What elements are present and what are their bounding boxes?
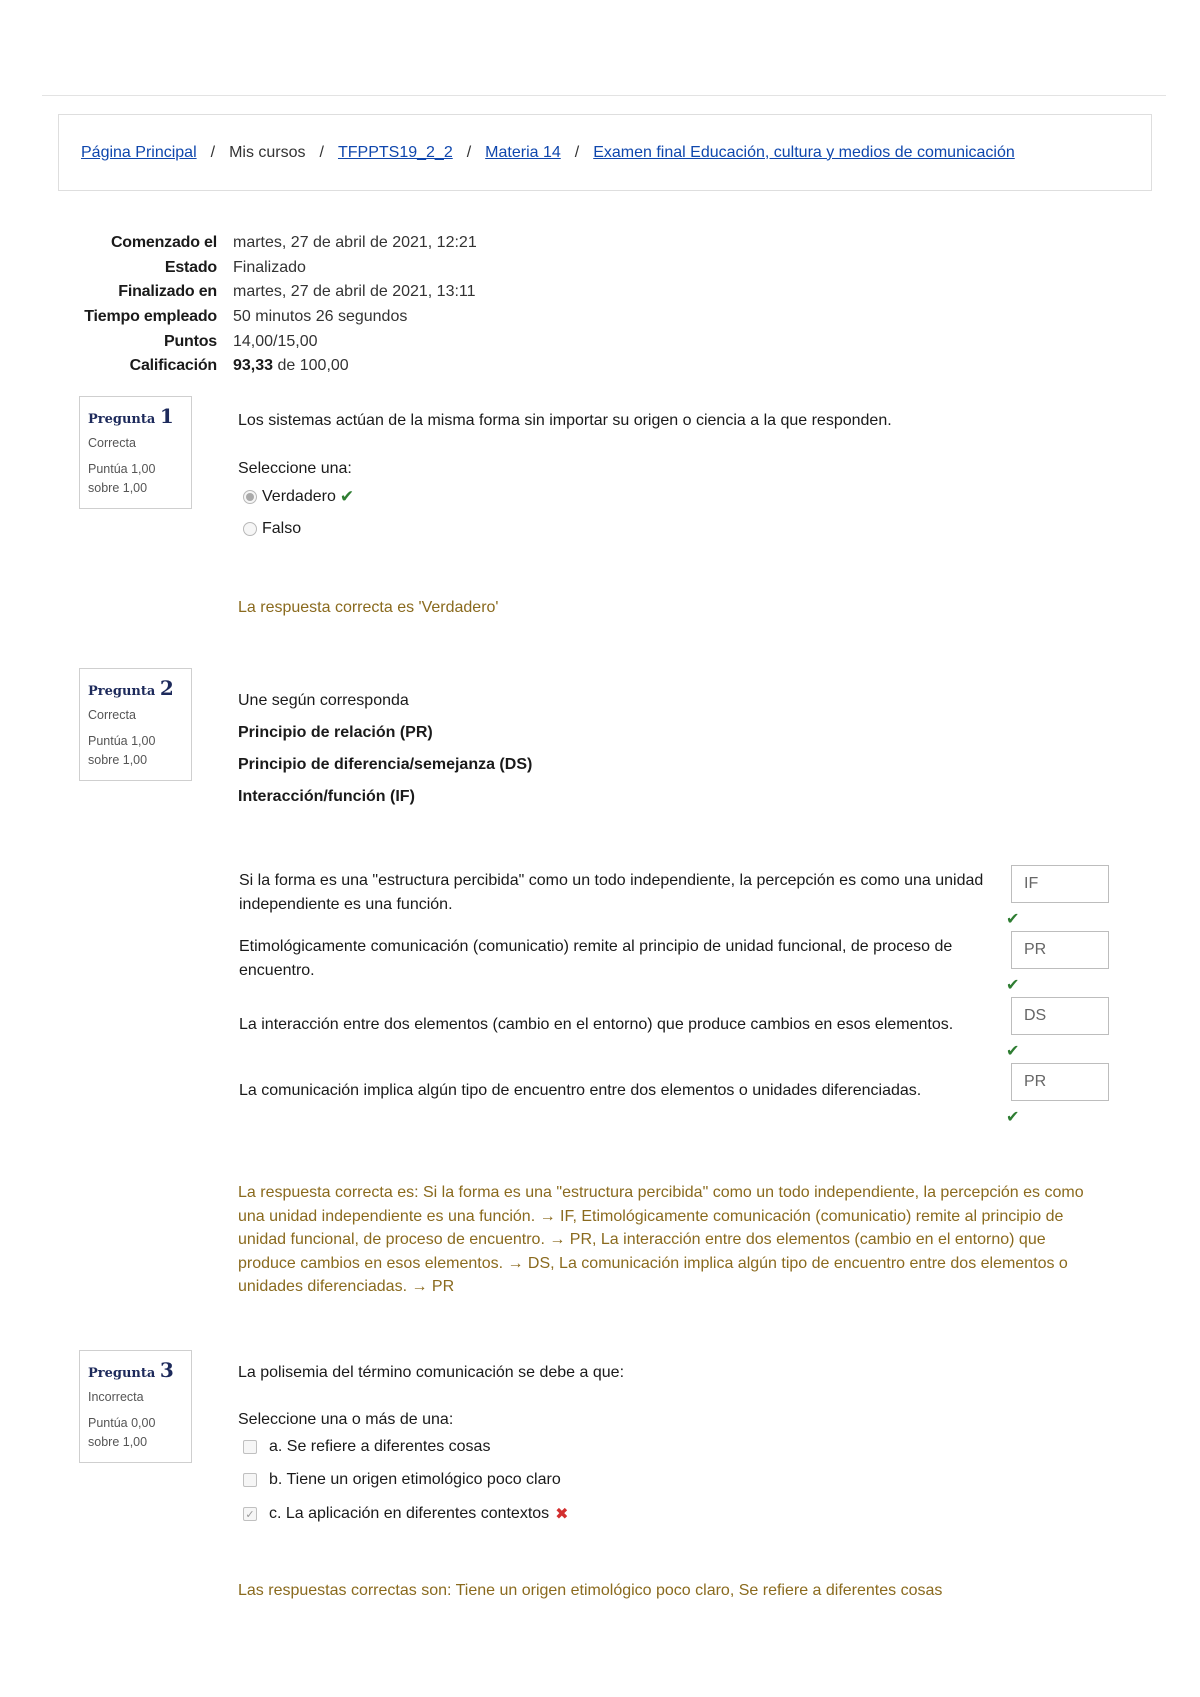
breadcrumb-exam-link[interactable]: Examen final Educación, cultura y medios de comunicación [593,143,1015,161]
summary-value: martes, 27 de abril de 2021, 12:21 [233,234,477,252]
question-grade: Puntúa 0,00 sobre 1,00 [88,1416,156,1449]
checkbox-unchecked[interactable] [243,1440,257,1454]
question-grade: Puntúa 1,00 sobre 1,00 [88,734,156,767]
summary-value [233,357,349,375]
answer-option[interactable] [243,1471,561,1489]
principle-label: Interacción/función (IF) [238,788,415,805]
checkbox-unchecked[interactable] [243,1473,257,1487]
check-icon: ✔ [339,487,355,506]
summary-value: Finalizado [233,258,306,276]
breadcrumb-separator: / [210,143,216,161]
breadcrumb [58,114,1152,191]
summary-label: Comenzado el [110,234,217,252]
match-select[interactable]: DS [1011,997,1109,1035]
option-label: a. Se refiere a diferentes cosas [269,1438,491,1455]
summary-label: Tiempo empleado [84,308,217,326]
grade-total: de 100,00 [277,357,349,375]
principle-label: Principio de relación (PR) [238,724,433,741]
check-icon: ✔ [1006,911,1020,928]
principle-label: Principio de diferencia/semejanza (DS) [238,756,533,773]
question-info [79,396,192,509]
question-state: Correcta [88,436,136,450]
correct-answer-feedback: La respuesta correcta es: Si la forma es una "estructura percibida" como un todo independiente, la percepción es como una unidad independiente es una función. → IF, Etimológicamente comunicación (comunicatio) remite al principio de unidad funcional, de proceso de encuentro. → PR, La interacción entre dos elementos (cambio en el entorno) que produce cambios en esos elementos. → DS, La comunicación implica algún tipo de encuentro entre dos elementos o unidades diferenciadas. → PR [238,1184,1084,1295]
option-label: c. La aplicación en diferentes contextos [269,1505,550,1522]
answer-option[interactable] [243,1504,569,1524]
summary-value: 50 minutos 26 segundos [233,308,408,326]
question-info [79,668,192,781]
question-title: Pregunta 2 [88,676,174,700]
summary-label: Puntos [163,332,217,350]
question-state: Correcta [88,708,136,722]
question-title: Pregunta 1 [88,404,174,428]
checkbox-checked[interactable]: ✓ [243,1507,257,1521]
breadcrumb-separator: / [319,143,324,161]
answer-prompt: Seleccione una o más de una: [238,1411,454,1428]
match-select[interactable]: IF [1011,865,1109,903]
question-text: Une según corresponda [238,692,409,709]
summary-value: martes, 27 de abril de 2021, 13:11 [233,283,476,301]
check-icon: ✔ [1006,977,1020,994]
breadcrumb-separator: / [574,143,580,161]
radio-selected[interactable] [243,490,257,504]
match-statement: La comunicación implica algún tipo de encuentro entre dos elementos o unidades diferenciadas. [239,1082,922,1099]
option-label: Verdadero [262,488,336,505]
question-state: Incorrecta [88,1390,144,1404]
breadcrumb-home-link[interactable]: Página Principal [81,143,197,161]
attempt-summary [60,231,620,379]
question-text: La polisemia del término comunicación se debe a que: [238,1364,625,1381]
check-icon: ✔ [1006,1043,1020,1060]
match-statement: La interacción entre dos elementos (cambio en el entorno) que produce cambios en esos elementos. [239,1016,954,1033]
grade-score: 93,33 [233,357,274,375]
correct-answer-feedback: La respuesta correcta es 'Verdadero' [238,599,499,616]
cross-icon: ✖ [555,1506,569,1523]
question-title: Pregunta 3 [88,1358,174,1382]
match-select[interactable]: PR [1011,1063,1109,1101]
match-select[interactable]: PR [1011,931,1109,969]
check-icon: ✔ [1006,1109,1020,1126]
option-label: b. Tiene un origen etimológico poco claro [269,1471,561,1488]
answer-option[interactable] [243,1438,490,1456]
summary-value: 14,00/15,00 [233,332,318,350]
radio-unselected[interactable] [243,522,257,536]
question-text: Los sistemas actúan de la misma forma sin importar su origen o ciencia a la que responden. [238,412,892,429]
summary-label: Calificación [129,357,217,375]
summary-label: Finalizado en [118,283,217,301]
breadcrumb-separator: / [466,143,472,161]
breadcrumb-my-courses: Mis cursos [229,143,306,161]
answer-option[interactable] [243,520,301,538]
correct-answer-feedback: Las respuestas correctas son: Tiene un origen etimológico poco claro, Se refiere a diferentes cosas [238,1582,943,1599]
answer-prompt: Seleccione una: [238,460,352,477]
breadcrumb-subject-link[interactable]: Materia 14 [485,143,561,161]
match-statement: Si la forma es una "estructura percibida" como un todo independiente, la percepción es como una unidad independiente es una función. [239,872,984,913]
summary-label: Estado [164,258,217,276]
question-info [79,1350,192,1463]
top-divider [42,95,1166,96]
match-statement: Etimológicamente comunicación (comunicatio) remite al principio de unidad funcional, de proceso de encuentro. [239,938,953,979]
question-grade: Puntúa 1,00 sobre 1,00 [88,462,156,495]
answer-option[interactable] [243,487,354,507]
option-label: Falso [262,520,302,537]
breadcrumb-course-link[interactable]: TFPPTS19_2_2 [337,143,453,161]
